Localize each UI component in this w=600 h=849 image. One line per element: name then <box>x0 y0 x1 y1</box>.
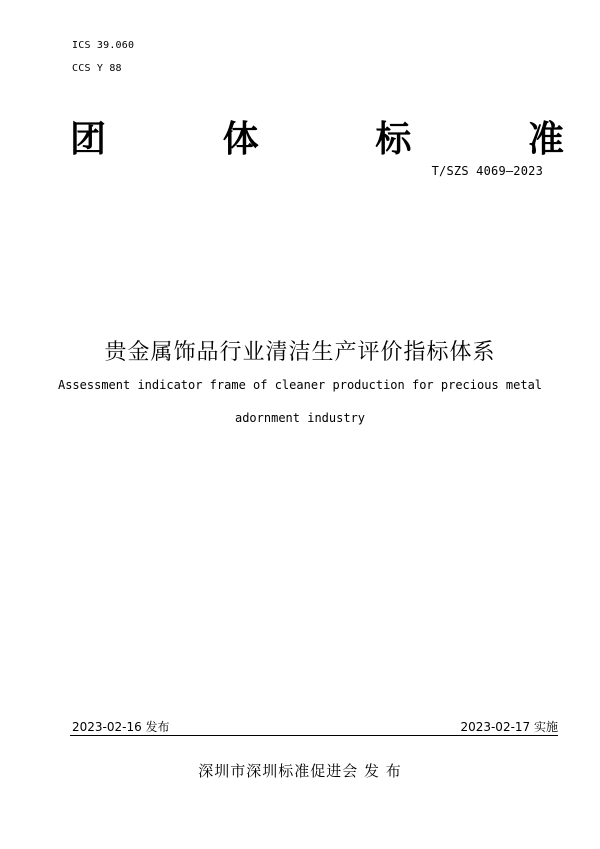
heading-char-4: 准 <box>527 119 564 160</box>
chinese-title: 贵金属饰品行业清洁生产评价指标体系 <box>104 340 496 365</box>
implement-date: 2023-02-17 实施 <box>460 720 558 734</box>
ccs-code: CCS Y 88 <box>72 63 122 74</box>
heading-char-2: 体 <box>222 119 259 160</box>
heading-char-3: 标 <box>375 119 412 160</box>
issuer: 深圳市深圳标准促进会 发 布 <box>198 762 402 780</box>
heading-char-1: 团 <box>70 119 107 160</box>
ics-code: ICS 39.060 <box>72 40 135 51</box>
publish-date: 2023-02-16 发布 <box>72 720 170 734</box>
english-title-line1: Assessment indicator frame of cleaner production for precious metal <box>57 378 543 392</box>
footer-divider <box>70 735 558 736</box>
group-standard-heading <box>70 118 564 162</box>
standard-number: T/SZS 4069—2023 <box>431 164 543 178</box>
english-title-line2: adornment industry <box>234 411 366 425</box>
